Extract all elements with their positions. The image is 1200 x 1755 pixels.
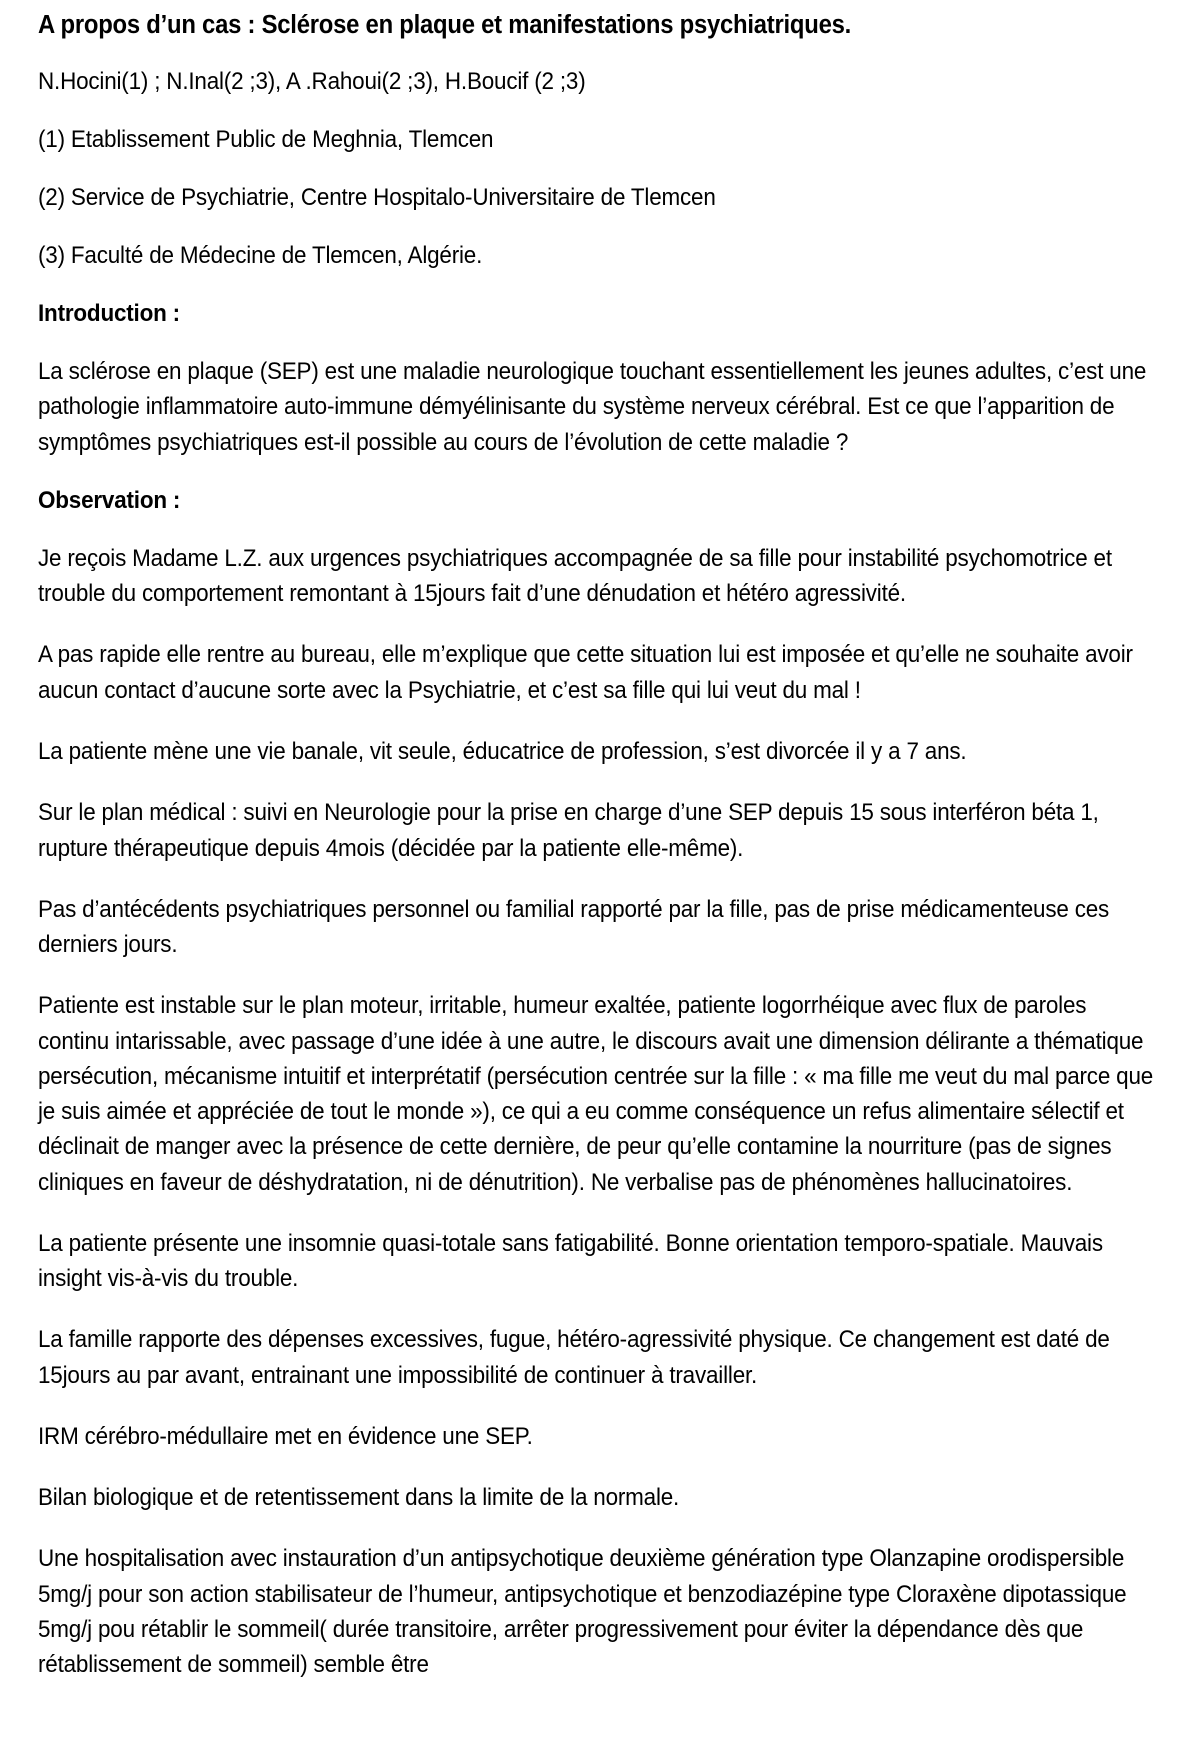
observation-paragraph-7: La patiente présente une insomnie quasi-totale sans fatigabilité. Bonne orientation temporo-spatiale. Mauvais insight vis-à-vis du trouble. — [38, 1229, 1103, 1293]
observation-paragraph-10: Bilan biologique et de retentissement dans la limite de la normale. — [38, 1484, 680, 1512]
introduction-paragraph-1: La sclérose en plaque (SEP) est une maladie neurologique touchant essentiellement les jeunes adultes, c’est une pathologie inflammatoire auto-immune démyélinisante du système nerveux cérébral. Est ce que l’apparition de symptômes psychiatriques est-il possible au cours de l’évolution de cette maladie ? — [38, 358, 1147, 456]
observation-paragraph-4: Sur le plan médical : suivi en Neurologie pour la prise en charge d’une SEP depuis 15 sous interféron béta 1, rupture thérapeutique depuis 4mois (décidée par la patiente elle-même). — [38, 799, 1099, 862]
observation-paragraph-5: Pas d’antécédents psychiatriques personnel ou familial rapporté par la fille, pas de prise médicamenteuse ces derniers jours. — [38, 895, 1110, 959]
affiliation-3: (3) Faculté de Médecine de Tlemcen, Algérie. — [38, 242, 483, 270]
page-title: A propos d’un cas : Sclérose en plaque et manifestations psychiatriques. — [38, 11, 852, 39]
section-heading-observation: Observation : — [38, 486, 181, 514]
observation-paragraph-11: Une hospitalisation avec instauration d’un antipsychotique deuxième génération type Olanzapine orodispersible 5mg/j pour son action stabilisateur de l’humeur, antipsychotique et benzodiazépine type Cloraxène dipotassique 5mg/j pou rétablir le sommeil( durée transitoire, arrêter progressivement pour éviter la dépendance dès que rétablissement de sommeil) semble être — [38, 1545, 1127, 1679]
author-list: N.Hocini(1) ; N.Inal(2 ;3), A .Rahoui(2 ;3), H.Boucif (2 ;3) — [38, 68, 586, 96]
observation-paragraph-3: La patiente mène une vie banale, vit seule, éducatrice de profession, s’est divorcée il y a 7 ans. — [38, 737, 967, 765]
affiliation-1: (1) Etablissement Public de Meghnia, Tlemcen — [38, 126, 494, 154]
observation-paragraph-2: A pas rapide elle rentre au bureau, elle m’explique que cette situation lui est imposée et qu’elle ne souhaite avoir aucun contact d’aucune sorte avec la Psychiatrie, et c’est sa fille qui lui veut du mal ! — [38, 641, 1133, 704]
document-body — [20, 10, 1180, 1683]
section-heading-introduction: Introduction : — [38, 300, 180, 328]
observation-paragraph-8: La famille rapporte des dépenses excessives, fugue, hétéro-agressivité physique. Ce changement est daté de 15jours au par avant, entrainant une impossibilité de continuer à travailler. — [38, 1326, 1110, 1389]
observation-paragraph-9: IRM cérébro-médullaire met en évidence une SEP. — [38, 1422, 533, 1450]
affiliation-2: (2) Service de Psychiatrie, Centre Hospitalo-Universitaire de Tlemcen — [38, 184, 716, 212]
observation-paragraph-6: Patiente est instable sur le plan moteur, irritable, humeur exaltée, patiente logorrhéique avec flux de paroles continu intarissable, avec passage d’une idée à une autre, le discours avait une dimension délirante a thématique persécution, mécanisme intuitif et interprétatif (persécution centrée sur la fille : « ma fille me veut du mal parce que je suis aimée et appréciée de tout le monde »), ce qui a eu comme conséquence un refus alimentaire sélectif et déclinait de manger avec la présence de cette dernière, de peur qu’elle contamine la nourriture (pas de signes cliniques en faveur de déshydratation, ni de dénutrition). Ne verbalise pas de phénomènes hallucinatoires. — [38, 992, 1154, 1196]
observation-paragraph-1: Je reçois Madame L.Z. aux urgences psychiatriques accompagnée de sa fille pour instabilité psychomotrice et trouble du comportement remontant à 15jours fait d’une dénudation et hétéro agressivité. — [38, 544, 1112, 608]
